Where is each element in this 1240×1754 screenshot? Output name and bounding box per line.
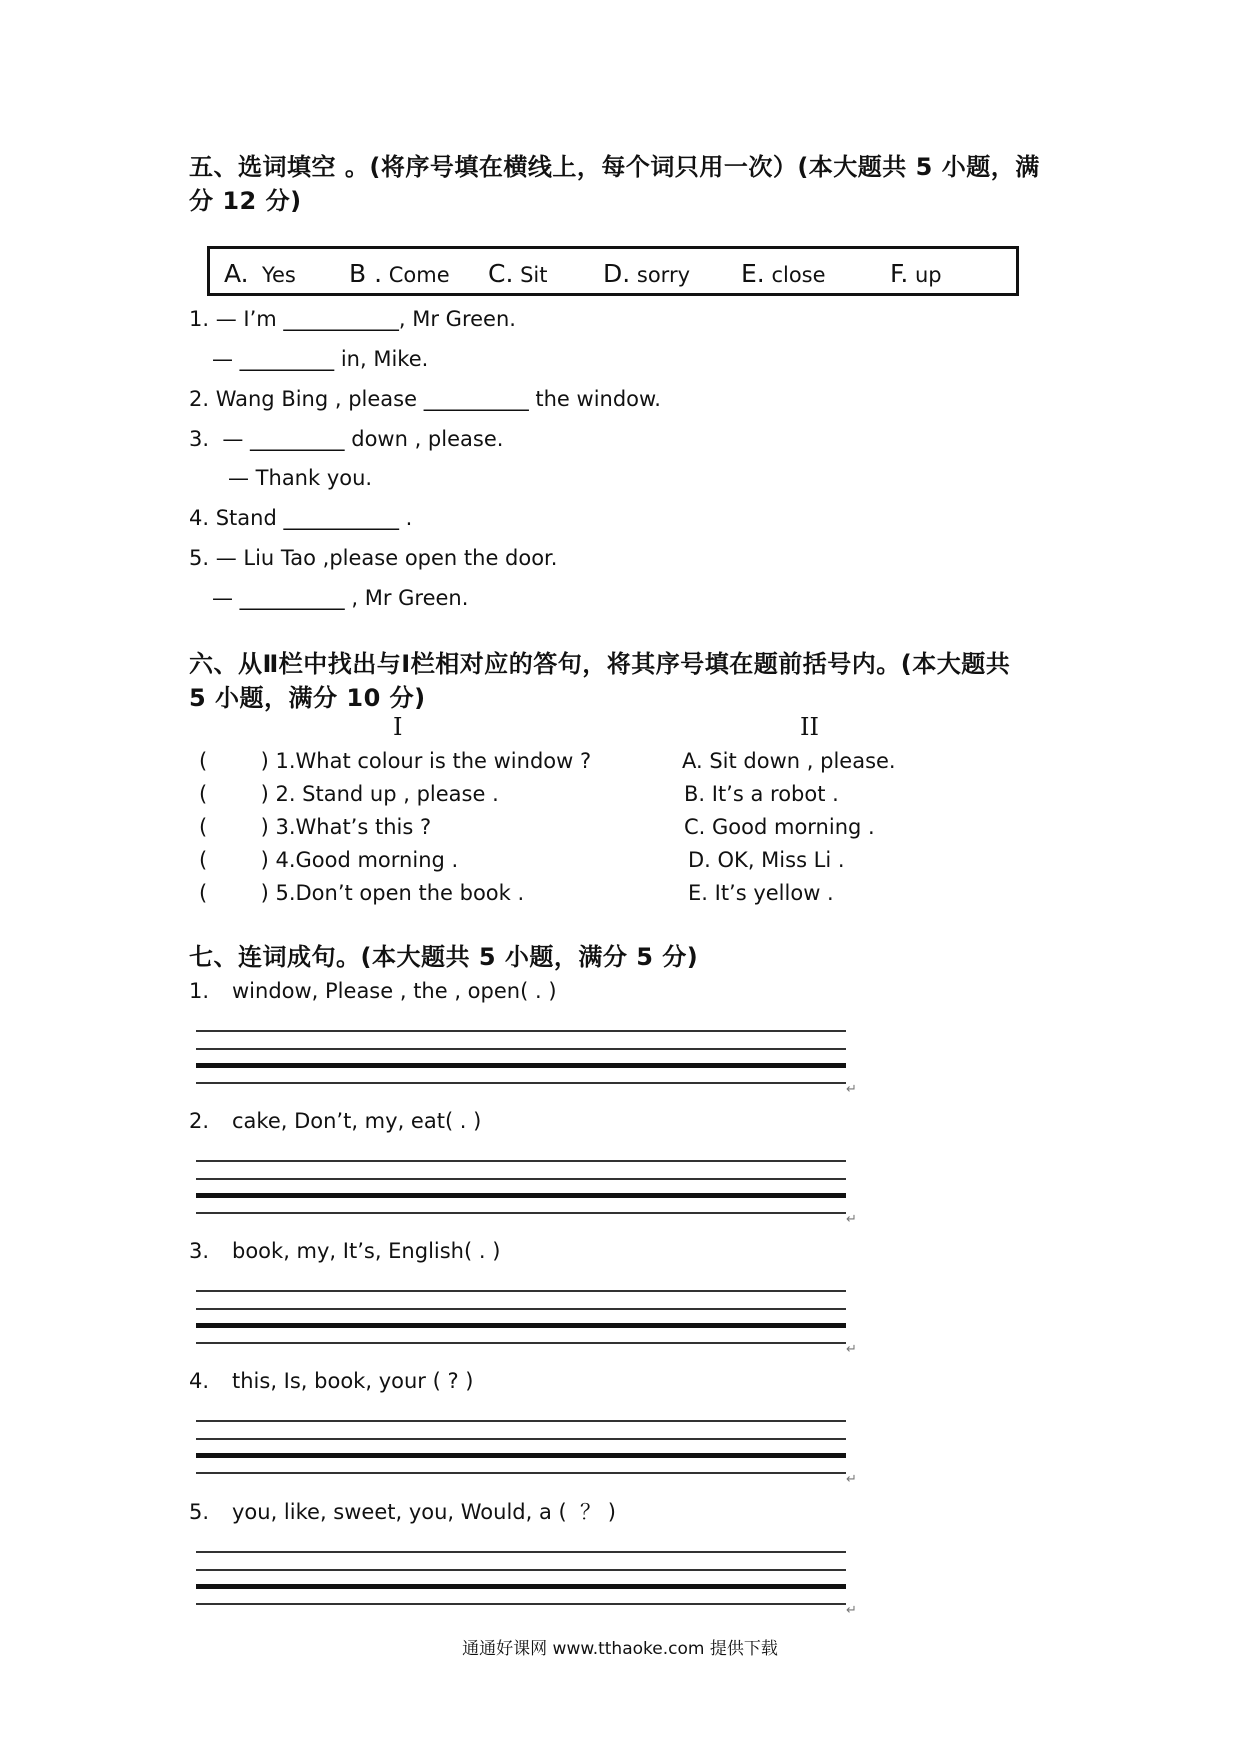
writing-line [196,1160,846,1162]
question-line: 3. — _________ down , please. [189,427,504,451]
writing-line [196,1063,846,1068]
match-left-item: ( ) 5.Don’t open the book . [199,881,525,905]
sentence-item-words: window, Please , the , open( . ) [232,979,557,1003]
return-mark-icon: ↵ [846,1472,857,1487]
sentence-item-number: 2. [189,1109,210,1133]
match-right-item: B. It’s a robot . [684,782,839,806]
sentence-item-number: 4. [189,1369,210,1393]
writing-line [196,1472,846,1474]
writing-line [196,1420,846,1422]
question-line: 5. — Liu Tao ,please open the door. [189,546,558,570]
match-left-item: ( ) 4.Good morning . [199,848,459,872]
sentence-item-words: cake, Don’t, my, eat( . ) [232,1109,482,1133]
sentence-item-number: 5. [189,1500,210,1524]
match-right-item: A. Sit down , please. [682,749,896,773]
writing-line [196,1178,846,1180]
writing-line [196,1342,846,1344]
word-option: A. Yes [224,259,296,288]
section6-title-line1: 六、从Ⅱ栏中找出与Ⅰ栏相对应的答句，将其序号填在题前括号内。(本大题共 [189,650,1011,678]
writing-line [196,1290,846,1292]
question-line: — __________ , Mr Green. [212,586,469,610]
section5-title-line2: 分 12 分) [189,187,302,215]
return-mark-icon: ↵ [846,1603,857,1618]
question-line: — _________ in, Mike. [212,347,429,371]
writing-line [196,1584,846,1589]
writing-line [196,1569,846,1571]
section6-title-line2: 5 小题，满分 10 分) [189,684,426,712]
return-mark-icon: ↵ [846,1342,857,1357]
section5-title-line1: 五、选词填空 。(将序号填在横线上，每个词只用一次）(本大题共 5 小题，满 [189,153,1040,181]
word-bank-box [207,246,1019,296]
question-line: — Thank you. [228,466,373,490]
writing-line [196,1438,846,1440]
return-mark-icon: ↵ [846,1212,857,1227]
sentence-item-words: this, Is, book, your ( ? ) [232,1369,474,1393]
writing-line [196,1603,846,1605]
column-two-heading: II [800,713,819,741]
word-option: C. Sit [488,259,548,288]
question-line: 1. — I’m ___________, Mr Green. [189,307,516,331]
match-left-item: ( ) 1.What colour is the window ? [199,749,592,773]
sentence-item-words: you, like, sweet, you, Would, a ( ？ ) [232,1500,616,1524]
writing-line [196,1193,846,1198]
match-right-item: D. OK, Miss Li . [688,848,845,872]
writing-line [196,1212,846,1214]
return-mark-icon: ↵ [846,1082,857,1097]
writing-line [196,1030,846,1032]
sentence-item-number: 3. [189,1239,210,1263]
writing-line [196,1082,846,1084]
question-line: 2. Wang Bing , please __________ the window. [189,387,661,411]
match-right-item: E. It’s yellow . [688,881,834,905]
column-one-heading: I [393,713,403,741]
section7-title: 七、连词成句。(本大题共 5 小题，满分 5 分) [189,943,699,971]
writing-line [196,1048,846,1050]
match-left-item: ( ) 2. Stand up , please . [199,782,499,806]
writing-line [196,1323,846,1328]
question-line: 4. Stand ___________ . [189,506,413,530]
match-left-item: ( ) 3.What’s this ? [199,815,432,839]
word-option: E. close [741,259,826,288]
word-option: F. up [890,259,942,288]
sentence-item-words: book, my, It’s, English( . ) [232,1239,501,1263]
word-option: D. sorry [603,259,691,288]
word-option: B . Come [349,259,450,288]
writing-line [196,1551,846,1553]
match-right-item: C. Good morning . [684,815,875,839]
writing-line [196,1308,846,1310]
sentence-item-number: 1. [189,979,210,1003]
page-footer: 通通好课网 www.tthaoke.com 提供下载 [462,1639,778,1659]
writing-line [196,1453,846,1458]
